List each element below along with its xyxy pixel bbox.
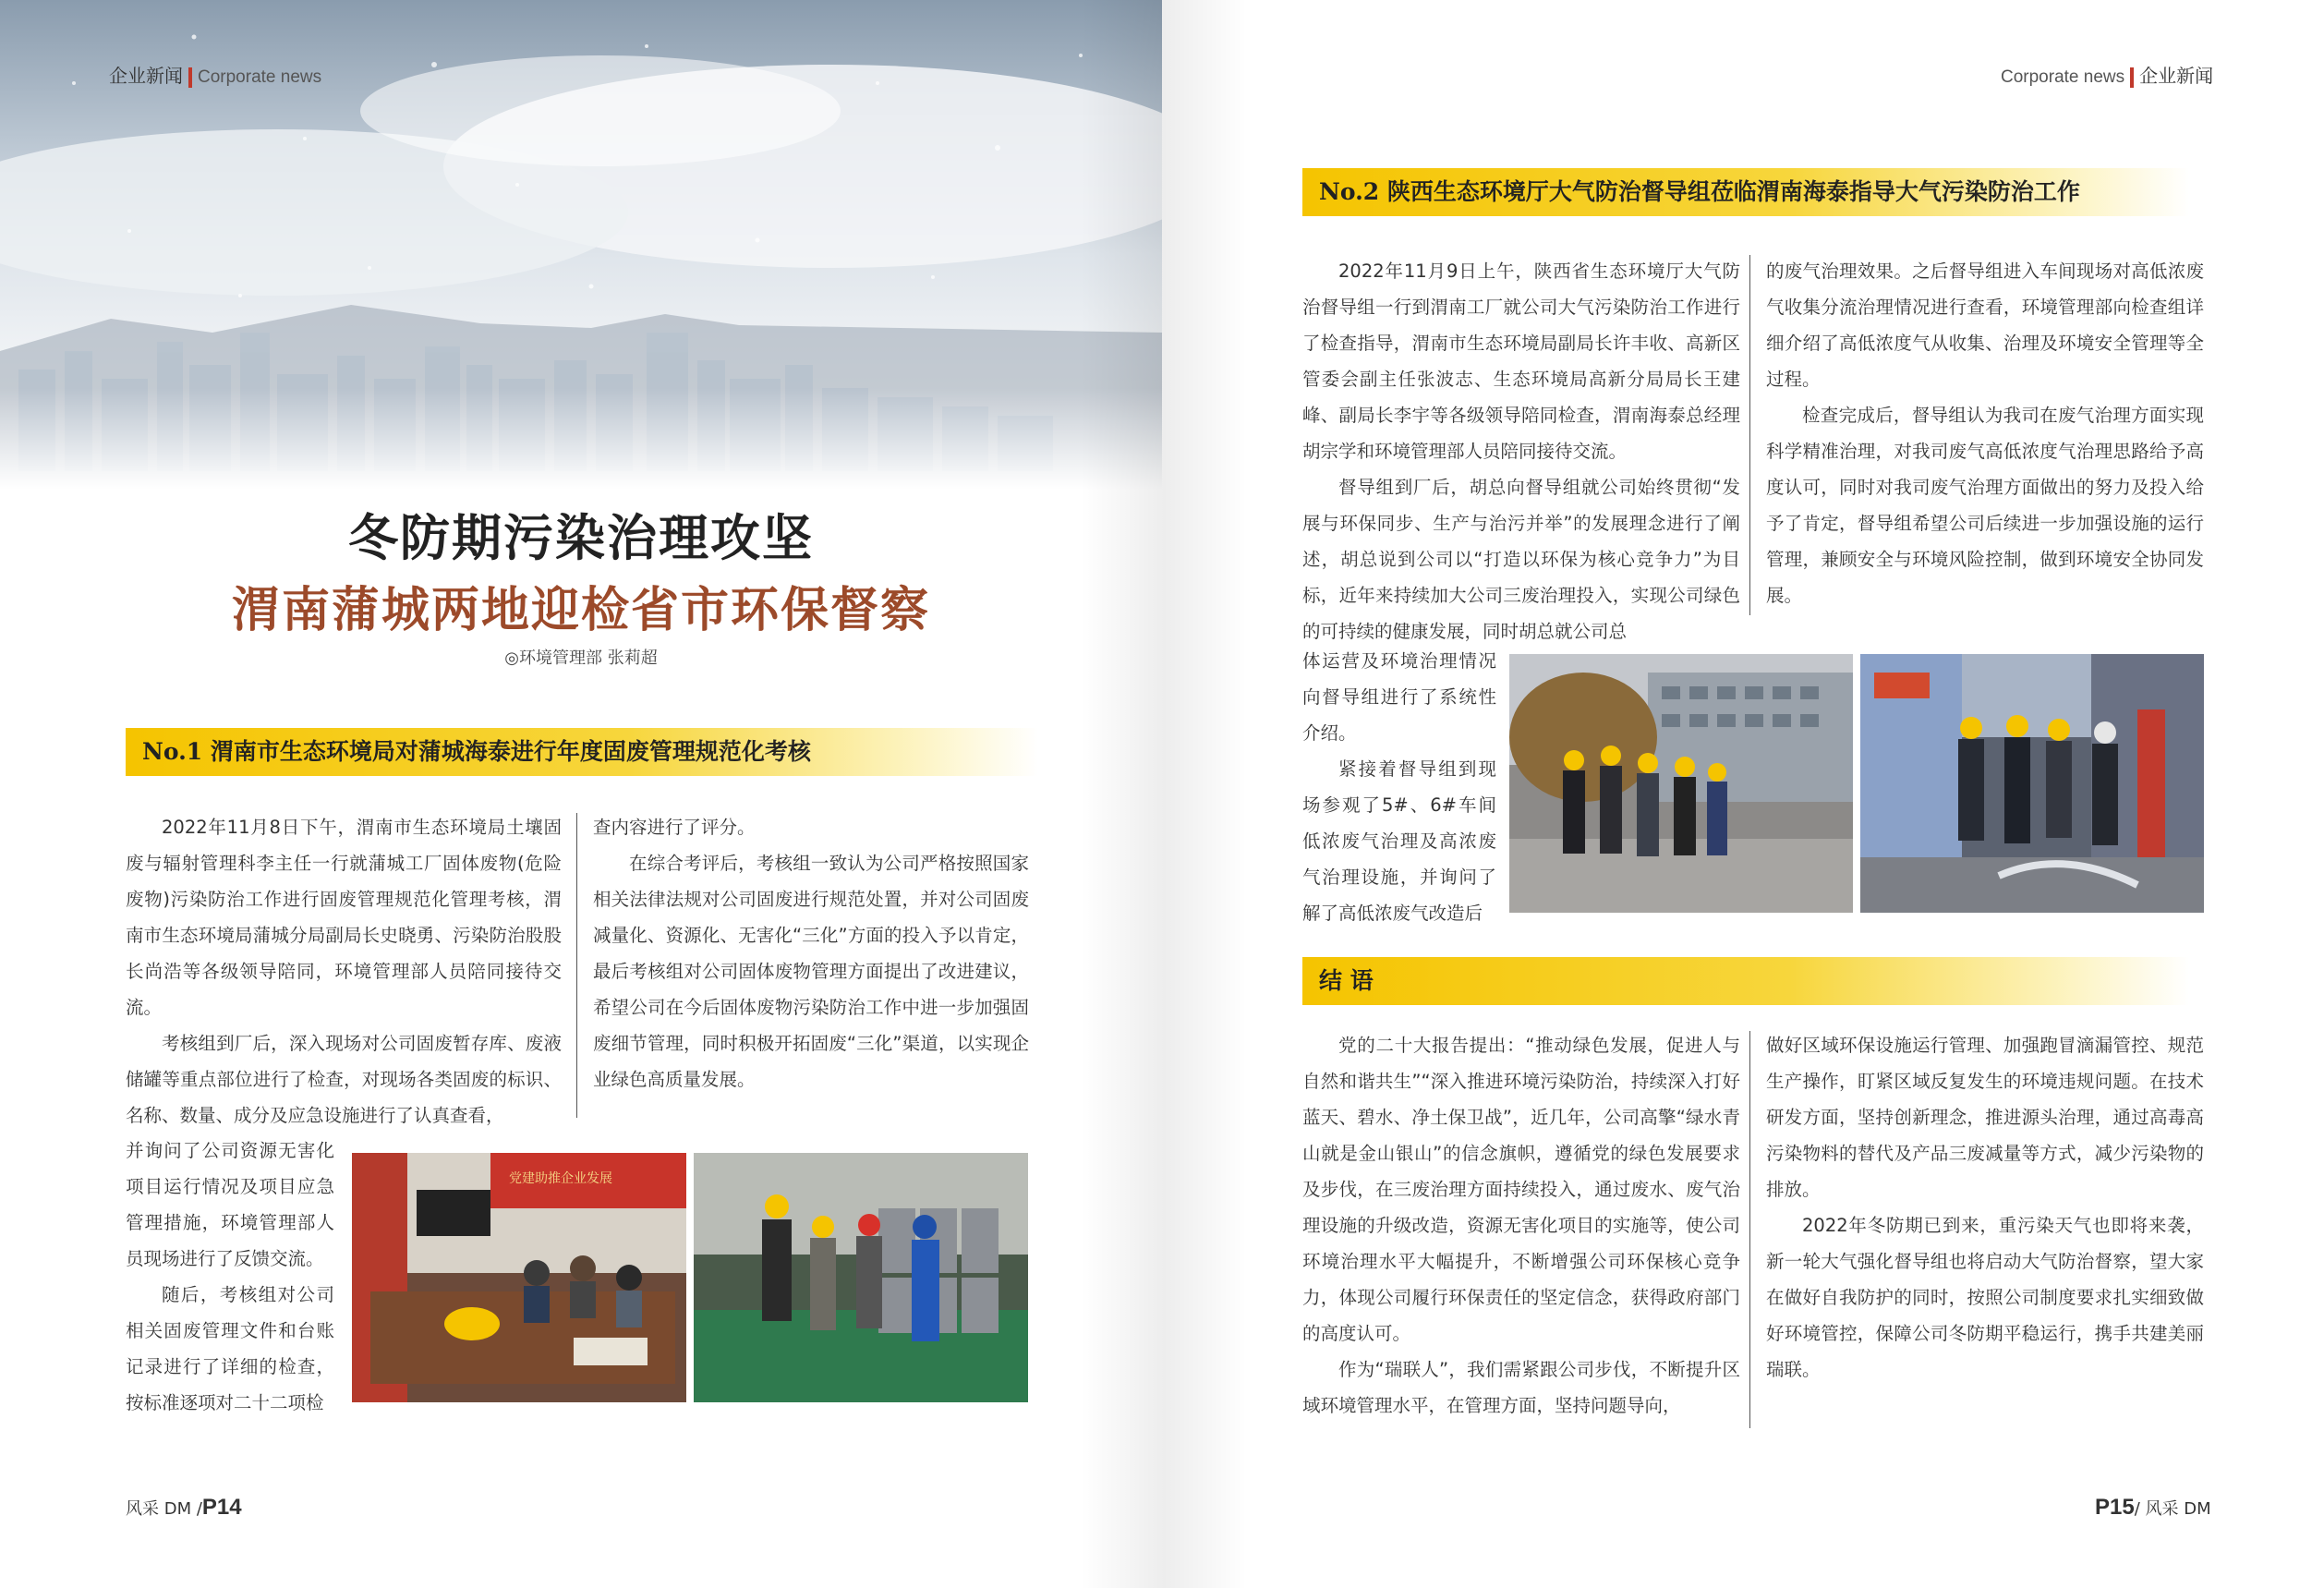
photo-meeting-room: [352, 1153, 686, 1402]
running-head-divider: [2130, 67, 2134, 88]
paragraph: 作为“瑞联人”，我们需紧跟公司步伐，不断提升区域环境管理水平，在管理方面，坚持问题导向，: [1302, 1359, 1740, 1416]
footer-right: P15/ 风采 DM: [2095, 1495, 2211, 1520]
conclusion-col2: [1766, 1027, 2204, 1388]
paragraph: 2022年11月9日上午，陕西省生态环境厅大气防治督导组一行到渭南工厂就公司大气污染防治工作进行了检查指导，渭南市生态环境局副局长许丰收、高新区管委会副主任张波志、生态环境局高新分局局长王建峰、副局长李宇等各级领导陪同检查，渭南海泰总经理胡宗学和环境管理部人员陪同接待交流。: [1302, 261, 1740, 462]
footer-magazine: 风采 DM: [2145, 1499, 2211, 1519]
paragraph: 督导组到厂后，胡总向督导组就公司始终贯彻“发展与环保同步、生产与治污并举”的发展理念进行了阐述，胡总说到公司以“打造以环保为核心竞争力”为目标，近年来持续加大公司三废治理投入，实现公司绿色的可持续的健康发展，同时胡总就公司总: [1302, 477, 1740, 642]
running-head-right: [2001, 61, 2213, 88]
article-title-line2: 渭南蒲城两地迎检省市环保督察: [231, 582, 930, 638]
running-head-en: Corporate news: [198, 67, 322, 87]
running-head-cn: 企业新闻: [109, 65, 183, 87]
running-head-en: Corporate news: [2001, 67, 2125, 87]
conclusion-heading: 结 语: [1302, 957, 2189, 1005]
paragraph: 在综合考评后，考核组一致认为公司严格按照国家相关法律法规对公司固废进行规范处置，并对公司固废减量化、资源化、无害化“三化”方面的投入予以肯定，最后考核组对公司固体废物管理方面提出了改进建议，希望公司在今后固体废物污染防治工作中进一步加强固废细节管理，同时积极开拓固废“三化”渠道，以实现企业绿色高质量发展。: [593, 853, 1029, 1090]
photo-workshop-inspection: [1860, 654, 2204, 913]
paragraph: 2022年冬防期已到来，重污染天气也即将来袭，新一轮大气强化督导组也将启动大气防治督察，望大家在做好自我防护的同时，按照公司制度要求扎实细致做好环境管控，保障公司冬防期平稳运行，携手共建美丽瑞联。: [1766, 1215, 2204, 1380]
running-head-divider: [188, 67, 192, 88]
column-divider: [1749, 1031, 1750, 1428]
running-head-cn: 企业新闻: [2139, 65, 2214, 87]
paragraph: 紧接着督导组到现场参观了5#、6#车间低浓废气治理及高浓废气治理设施，并询问了解了高低浓废气改造后: [1302, 758, 1496, 924]
footer-page-number: P15: [2095, 1495, 2135, 1520]
footer-magazine: 风采 DM: [126, 1499, 192, 1519]
paragraph: 做好区域环保设施运行管理、加强跑冒滴漏管控、规范生产操作，盯紧区域反复发生的环境违规问题。在技术研发方面，坚持创新理念，推进源头治理，通过高毒高污染物料的替代及产品三废减量等方式，减少污染物的排放。: [1766, 1035, 2204, 1200]
paragraph: 的废气治理效果。之后督导组进入车间现场对高低浓废气收集分流治理情况进行查看，环境管理部向检查组详细介绍了高低浓度气从收集、治理及环境安全管理等全过程。: [1766, 261, 2204, 390]
photo-inspection-walk: [1509, 654, 1853, 913]
paragraph: 党的二十大报告提出：“推动绿色发展，促进人与自然和谐共生”“深入推进环境污染防治，持续深入打好蓝天、碧水、净土保卫战”，近几年，公司高擎“绿水青山就是金山银山”的信念旗帜，遵循党的绿色发展要求及步伐，在三废治理方面持续投入，通过废水、废气治理设施的升级改造，资源无害化项目的实施等，使公司环境治理水平大幅提升，不断增强公司环保核心竞争力，体现公司履行环保责任的坚定信念，获得政府部门的高度认可。: [1302, 1035, 1740, 1344]
footer-page-number: P14: [201, 1495, 242, 1520]
section2-col1: [1302, 253, 1740, 649]
footer-left: 风采 DM /P14: [126, 1495, 242, 1520]
photo-waste-storage-inspection: [694, 1153, 1028, 1402]
section2-col1-narrow: [1302, 643, 1496, 931]
article-title-line1: 冬防期污染治理攻坚: [348, 508, 814, 567]
paragraph: 2022年11月8日下午，渭南市生态环境局土壤固废与辐射管理科李主任一行就蒲城工厂固体废物(危险废物)污染防治工作进行固废管理规范化管理考核，渭南市生态环境局蒲城分局副局长史晓勇、污染防治股股长尚浩等各级领导陪同，环境管理部人员陪同接待交流。: [126, 817, 562, 1018]
paragraph: 体运营及环境治理情况向督导组进行了系统性介绍。: [1302, 650, 1496, 744]
paragraph: 考核组到厂后，深入现场对公司固废暂存库、废液储罐等重点部位进行了检查，对现场各类固废的标识、名称、数量、成分及应急设施进行了认真查看，: [126, 1033, 562, 1126]
paragraph: 查内容进行了评分。: [593, 817, 756, 838]
section1-col1-narrow: [126, 1133, 334, 1421]
column-divider: [576, 813, 577, 1118]
paragraph: 并询问了公司资源无害化项目运行情况及项目应急管理措施，环境管理部人员现场进行了反馈交流。: [126, 1140, 334, 1269]
article-byline: ◎环境管理部 张莉超: [504, 649, 658, 668]
paragraph: 随后，考核组对公司相关固废管理文件和台账记录进行了详细的检查，按标准逐项对二十二项检: [126, 1284, 334, 1413]
right-page: [1162, 0, 2324, 1588]
paragraph: 检查完成后，督导组认为我司在废气治理方面实现科学精准治理，对我司废气高低浓度气治理思路给予高度认可，同时对我司废气治理方面做出的努力及投入给予了肯定，督导组希望公司后续进一步加强设施的运行管理，兼顾安全与环境风险控制，做到环境安全协同发展。: [1766, 405, 2204, 606]
conclusion-col1: [1302, 1027, 1740, 1424]
photo1-sign-text: 党建助推企业发展: [509, 1171, 612, 1186]
running-head-left: [109, 61, 321, 88]
section2-col2: [1766, 253, 2204, 613]
section2-heading: No.2 陕西生态环境厅大气防治督导组莅临渭南海泰指导大气污染防治工作: [1302, 168, 2189, 216]
column-divider: [1749, 255, 1750, 615]
section1-heading: No.1 渭南市生态环境局对蒲城海泰进行年度固废管理规范化考核: [126, 728, 1038, 776]
section1-col1: [126, 809, 562, 1133]
section1-col2: [593, 809, 1029, 1097]
